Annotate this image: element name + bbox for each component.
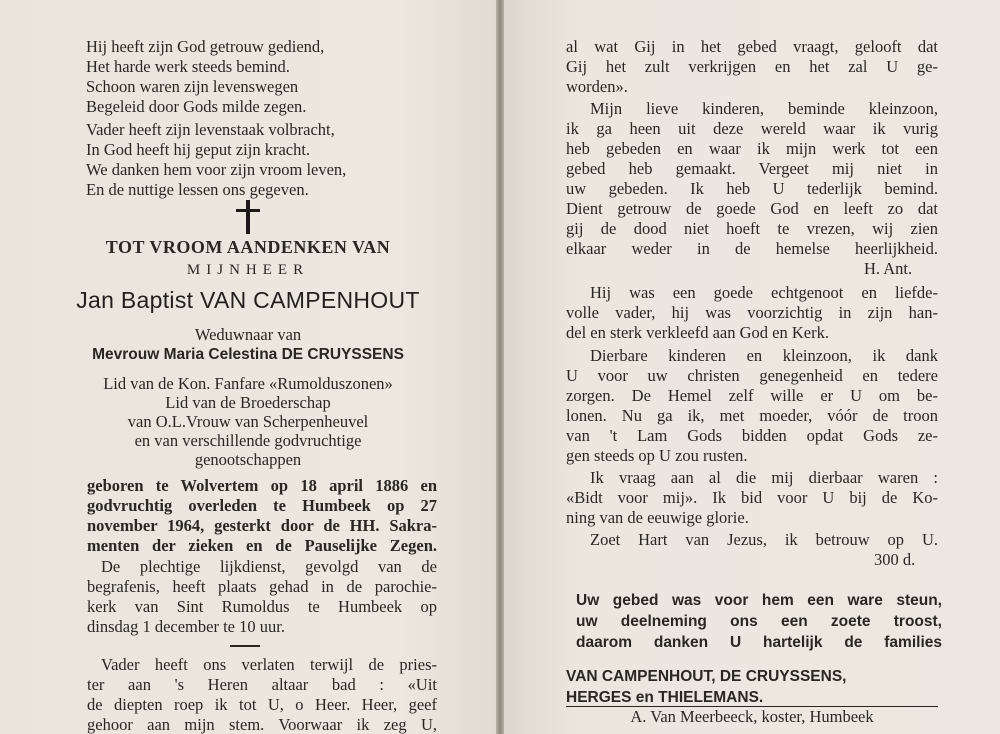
- birth-death-line: menten der zieken en de Pauselijke Zegen.: [87, 536, 437, 555]
- text-line: worden».: [566, 77, 628, 96]
- membership-line: van O.L.Vrouw van Scherpenheuvel: [127, 412, 369, 431]
- membership-line: en van verschillende godvruchtige: [134, 431, 362, 450]
- card-fold: [496, 0, 504, 734]
- closing-line: gehoor aan mijn stem. Voorwaar ik zeg U,: [87, 715, 437, 734]
- weduwnaar-label: Weduwnaar van: [194, 325, 302, 344]
- text-line: Dierbare kinderen en kleinzoon, ik dank: [590, 346, 938, 365]
- text-line: lonen. Nu ga ik, met moeder, vóór de troon: [566, 406, 938, 425]
- poem-line: In God heeft hij geput zijn kracht.: [86, 140, 311, 159]
- text-line: zorgen. De Hemel zelf wille er U om be-: [566, 386, 938, 405]
- text-line: del en sterk verkleefd aan God en Kerk.: [566, 323, 829, 342]
- text-line: Gij het zult verkrijgen en het zal U ge-: [566, 57, 938, 76]
- poem-line: Hij heeft zijn God getrouw gediend,: [86, 37, 325, 56]
- birth-death-line: godvruchtig overleden te Humbeek op 27: [87, 496, 437, 515]
- memorial-heading: TOT VROOM AANDENKEN VAN: [105, 237, 391, 257]
- signature: H. Ant.: [864, 259, 913, 278]
- text-line: elkaar weder in de hemelse heerlijkheid.: [566, 239, 938, 258]
- text-line: gebed heb gemaakt. Vergeet mij niet in: [566, 159, 938, 178]
- text-line: Ik vraag aan al die mij dierbaar waren :: [590, 468, 938, 487]
- text-line: ik ga heen uit deze wereld waar ik vurig: [566, 119, 938, 138]
- text-line: heb gebeden en waar ik mijn werk tot een: [566, 139, 938, 158]
- right-page: [504, 0, 1000, 734]
- membership-line: genootschappen: [194, 450, 302, 469]
- text-line: al wat Gij in het gebed vraagt, gelooft dat: [566, 37, 938, 56]
- closing-line: de diepten roep ik tot U, o Heer. Heer, geef: [87, 695, 437, 714]
- closing-line: Vader heeft ons verlaten terwijl de pries-: [101, 655, 437, 674]
- service-line: kerk van Sint Rumoldus te Humbeek op: [87, 597, 437, 616]
- families-line: VAN CAMPENHOUT, DE CRUYSSENS,: [566, 668, 847, 685]
- text-line: volle vader, hij was voorzichtig in zijn han-: [566, 303, 938, 322]
- families-line: HERGES en THIELEMANS.: [566, 689, 764, 706]
- text-line: U voor uw christen genegenheid en tedere: [566, 366, 938, 385]
- mijnheer-label: MIJNHEER: [186, 262, 310, 278]
- indulgence-note: 300 d.: [874, 550, 916, 569]
- text-line: ning van de eeuwige glorie.: [566, 508, 749, 527]
- closing-line: ter aan 's Heren altaar bad : «Uit: [87, 675, 437, 694]
- service-line: begrafenis, heeft plaats gehad in de parochie-: [87, 577, 437, 596]
- thanks-line: daarom danken U hartelijk de families: [576, 634, 942, 651]
- divider: [230, 645, 260, 647]
- poem-line: Schoon waren zijn levenswegen: [86, 77, 299, 96]
- cross-icon: [233, 200, 263, 234]
- birth-death-line: geboren te Wolvertem op 18 april 1886 en: [87, 476, 437, 495]
- birth-death-line: november 1964, gesterkt door de HH. Sakra-: [87, 516, 437, 535]
- left-page: [0, 0, 496, 734]
- text-line: «Bidt voor mij». Ik bid voor U bij de Ko-: [566, 488, 938, 507]
- deceased-name: Jan Baptist VAN CAMPENHOUT: [76, 287, 420, 313]
- poem-line: En de nuttige lessen ons gegeven.: [86, 180, 309, 199]
- text-line: gen steeds op U zou rusten.: [566, 446, 748, 465]
- poem-line: Vader heeft zijn levenstaak volbracht,: [86, 120, 335, 139]
- thanks-line: Uw gebed was voor hem een ware steun,: [576, 592, 942, 609]
- thanks-line: uw deelneming ons een zoete troost,: [576, 613, 942, 630]
- membership-line: Lid van de Kon. Fanfare «Rumolduszonen»: [103, 374, 393, 393]
- printer-credit: A. Van Meerbeeck, koster, Humbeek: [630, 707, 874, 726]
- text-line: uw gebeden. Ik heb U tederlijk bemind.: [566, 179, 938, 198]
- service-line: dinsdag 1 december te 10 uur.: [87, 617, 285, 636]
- text-line: van 't Lam Gods bidden opdat Gods ze-: [566, 426, 938, 445]
- poem-line: Begeleid door Gods milde zegen.: [86, 97, 307, 116]
- service-line: De plechtige lijkdienst, gevolgd van de: [101, 557, 437, 576]
- text-line: Mijn lieve kinderen, beminde kleinzoon,: [590, 99, 938, 118]
- membership-line: Lid van de Broederschap: [165, 393, 331, 412]
- poem-line: We danken hem voor zijn vroom leven,: [86, 160, 347, 179]
- text-line: gij de dood niet hoeft te vrezen, wij zien: [566, 219, 938, 238]
- spouse-name: Mevrouw Maria Celestina DE CRUYSSENS: [92, 346, 404, 363]
- poem-line: Het harde werk steeds bemind.: [86, 57, 290, 76]
- text-line: Hij was een goede echtgenoot en liefde-: [590, 283, 938, 302]
- text-line: Dient getrouw de goede God en leeft zo dat: [566, 199, 938, 218]
- text-line: Zoet Hart van Jezus, ik betrouw op U.: [590, 530, 938, 549]
